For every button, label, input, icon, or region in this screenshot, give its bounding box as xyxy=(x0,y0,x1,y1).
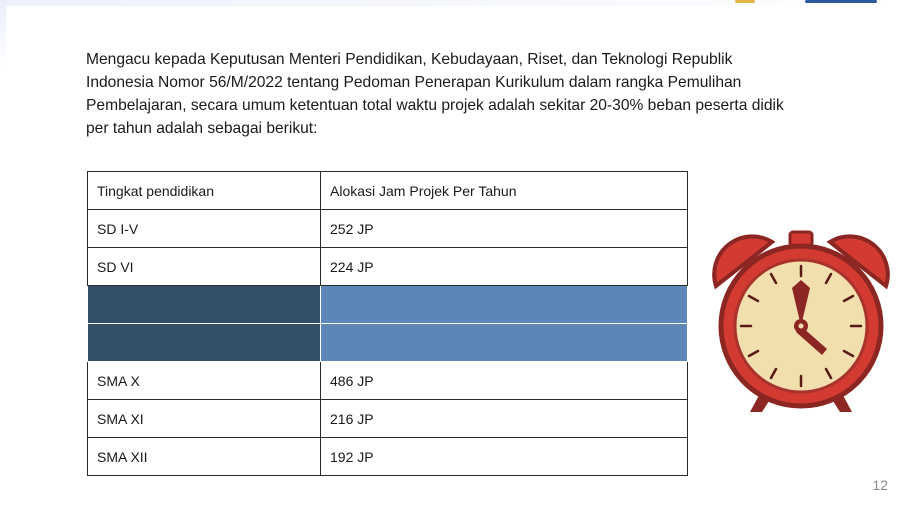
cell-hours: 486 JP xyxy=(321,362,688,400)
table-row xyxy=(88,248,688,286)
cell-level: SD I-V xyxy=(88,210,321,248)
table-header-row xyxy=(88,172,688,210)
cell-level-masked xyxy=(88,324,321,362)
table-row xyxy=(88,400,688,438)
table-row-masked xyxy=(88,286,688,324)
left-decoration xyxy=(0,0,6,68)
cell-level-masked xyxy=(88,286,321,324)
intro-paragraph: Mengacu kepada Keputusan Menteri Pendidikan, Kebudayaan, Riset, dan Teknologi Republik Indonesia Nomor 56/M/2022 tentang Pedoman Penerapan Kurikulum dalam rangka Pemulihan Pembelajaran, secara umum ketentuan total waktu projek adalah sekitar 20-30% beban peserta didik per tahun adalah sebagai berikut: xyxy=(86,51,784,137)
cell-level: SMA XI xyxy=(88,400,321,438)
alarm-clock-icon xyxy=(706,228,896,418)
header-cell-allocation: Alokasi Jam Projek Per Tahun xyxy=(321,172,688,210)
cell-hours: 252 JP xyxy=(321,210,688,248)
cell-hours-masked xyxy=(321,286,688,324)
logo-fragment-blue xyxy=(805,0,877,3)
table-row xyxy=(88,210,688,248)
header-cell-level: Tingkat pendidikan xyxy=(88,172,321,210)
cell-level: SD VI xyxy=(88,248,321,286)
page-number: 12 xyxy=(872,477,888,493)
cell-hours-masked xyxy=(321,324,688,362)
logo-fragment-gold xyxy=(735,0,755,3)
header-banner xyxy=(0,0,900,6)
cell-level: SMA XII xyxy=(88,438,321,476)
cell-hours: 224 JP xyxy=(321,248,688,286)
table-row-masked xyxy=(88,324,688,362)
cell-level: SMA X xyxy=(88,362,321,400)
cell-hours: 192 JP xyxy=(321,438,688,476)
cell-hours: 216 JP xyxy=(321,400,688,438)
project-hours-table xyxy=(87,171,688,476)
table-row xyxy=(88,438,688,476)
table-row xyxy=(88,362,688,400)
